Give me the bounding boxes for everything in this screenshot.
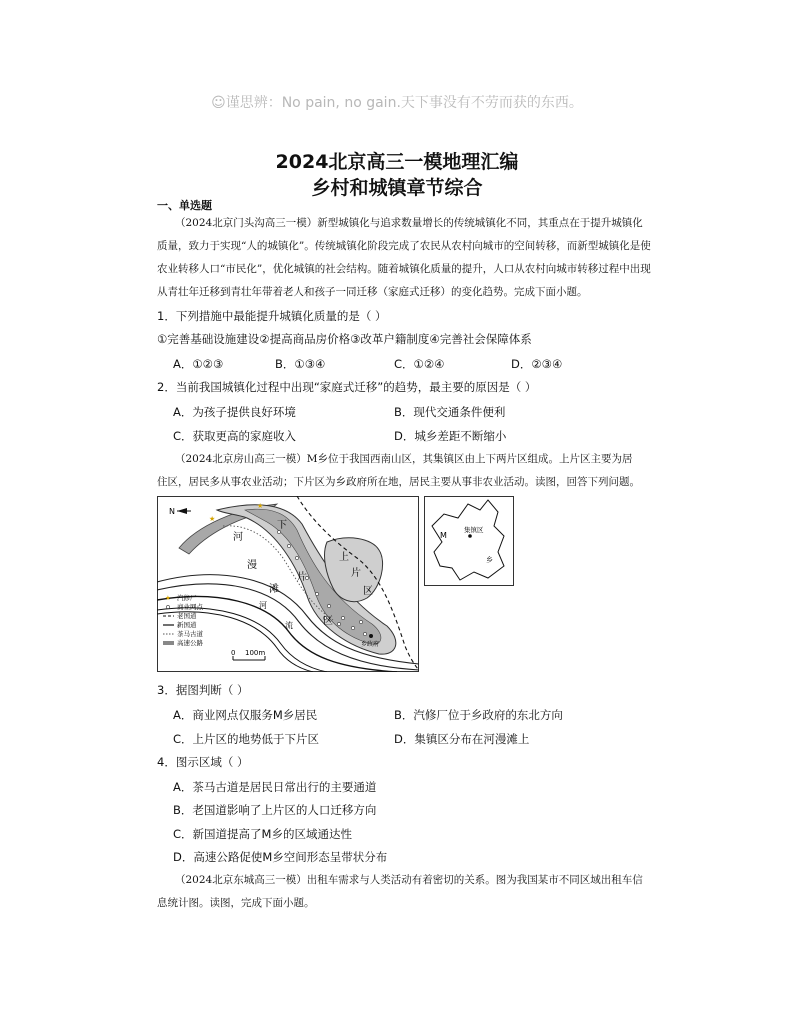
legend-old-road: 老国道: [177, 612, 197, 620]
intro2-line: （2024北京房山高三一模）M乡位于我国西南山区，其集镇区由上下两片区组成。上片区主要为居: [175, 453, 633, 465]
intro3-line: （2024北京东城高三一模）出租车需求与人类活动有着密切的关系。图为我国某市不同区域出租车信: [175, 874, 643, 886]
label-qu2: 区: [363, 586, 373, 597]
m-xiang-map: [157, 496, 419, 672]
q1-option-d[interactable]: D．②③④: [511, 357, 563, 371]
q4-option-c[interactable]: C．新国道提高了M乡的区域通达性: [173, 827, 352, 841]
q1-option-b[interactable]: B．①③④: [275, 357, 326, 371]
q3-option-c[interactable]: C．上片区的地势低于下片区: [173, 732, 320, 746]
label-liu: 流: [285, 621, 293, 630]
intro2-line: 住区，居民多从事农业活动；下片区为乡政府所在地，居民主要从事非农业活动。读图，回答下列问题。: [157, 476, 640, 488]
q3-stem: 3．据图判断（ ）: [157, 683, 249, 697]
label-pian2: 片: [351, 568, 361, 579]
label-he2: 河: [259, 601, 267, 610]
q2-stem: 2．当前我国城镇化过程中出现“家庭式迁移”的趋势，最主要的原因是（ ）: [157, 380, 537, 394]
q1-option-a[interactable]: A．①②③: [173, 357, 224, 371]
inset-map: [424, 496, 514, 586]
label-tan: 滩: [269, 584, 279, 595]
q1-stem: 1．下列措施中最能提升城镇化质量的是（ ）: [157, 309, 387, 323]
north-label: N: [169, 507, 175, 516]
inset-xiang: 乡: [486, 556, 493, 564]
legend-tea-road: 茶马古道: [177, 630, 203, 638]
q2-option-c[interactable]: C．获取更高的家庭收入: [173, 429, 297, 443]
scale-zero: 0: [231, 649, 236, 657]
intro3-line: 息统计图。读图，完成下面小题。: [157, 897, 315, 909]
legend-star-icon: ★: [165, 594, 171, 602]
q4-option-d[interactable]: D．高速公路促使M乡空间形态呈带状分布: [173, 850, 388, 864]
intro1-line: 从青壮年迁移到青壮年带着老人和孩子一同迁移（家庭式迁移）的变化趋势。完成下面小题。: [157, 286, 588, 298]
repair-shop-icon: ★: [257, 502, 264, 510]
label-gov: 乡政府: [361, 641, 380, 648]
q2-option-a[interactable]: A．为孩子提供良好环境: [173, 405, 296, 419]
q1-option-c[interactable]: C．①②④: [394, 357, 445, 371]
legend-commercial: 商业网点: [177, 603, 203, 611]
q3-option-a[interactable]: A．商业网点仅服务M乡居民: [173, 708, 318, 722]
q4-option-a[interactable]: A．茶马古道是居民日常出行的主要通道: [173, 780, 377, 794]
motto-header: ☺谨思辨：No pain, no gain.天下事没有不劳而获的东西。: [211, 95, 583, 111]
intro1-line: （2024北京门头沟高三一模）新型城镇化与追求数量增长的传统城镇化不同，其重点在于提升城镇化: [175, 217, 643, 229]
town-marker: [468, 534, 472, 538]
intro1-line: 质量，致力于实现“人的城镇化”。传统城镇化阶段完成了农民从农村向城市的空间转移，而新型城镇化是使: [157, 240, 651, 252]
label-he: 河: [233, 532, 243, 543]
label-pian: 片: [297, 572, 307, 583]
inset-m: M: [440, 531, 447, 540]
label-man: 漫: [247, 560, 257, 571]
legend-new-road: 新国道: [177, 621, 197, 629]
legend-expressway: 高速公路: [177, 639, 203, 647]
intro1-line: 农业转移人口“市民化”，优化城镇的社会结构。随着城镇化质量的提升，人口从农村向城市转移过程中出现: [157, 263, 651, 275]
scale-dist: 100m: [245, 649, 266, 657]
label-qu: 区: [323, 616, 333, 627]
q3-option-d[interactable]: D．集镇区分布在河漫滩上: [394, 732, 530, 746]
township-gov-marker: [369, 634, 373, 638]
repair-shop-icon: ★: [209, 515, 216, 523]
q2-option-d[interactable]: D．城乡差距不断缩小: [394, 429, 507, 443]
section-heading: 一、单选题: [157, 199, 212, 212]
doc-title: 2024北京高三一模地理汇编: [275, 151, 519, 173]
inset-town: 集镇区: [464, 526, 484, 534]
q4-stem: 4．图示区域（ ）: [157, 755, 249, 769]
q1-items: ①完善基础设施建设②提高商品房价格③改革户籍制度④完善社会保障体系: [157, 332, 532, 346]
q4-option-b[interactable]: B．老国道影响了上片区的人口迁移方向: [173, 803, 377, 817]
label-xia: 下: [277, 520, 287, 531]
label-shang: 上: [339, 552, 349, 563]
legend-repair: 汽修厂: [177, 594, 197, 602]
doc-subtitle: 乡村和城镇章节综合: [311, 177, 483, 199]
q3-option-b[interactable]: B．汽修厂位于乡政府的东北方向: [394, 708, 563, 722]
q2-option-b[interactable]: B．现代交通条件便利: [394, 405, 506, 419]
